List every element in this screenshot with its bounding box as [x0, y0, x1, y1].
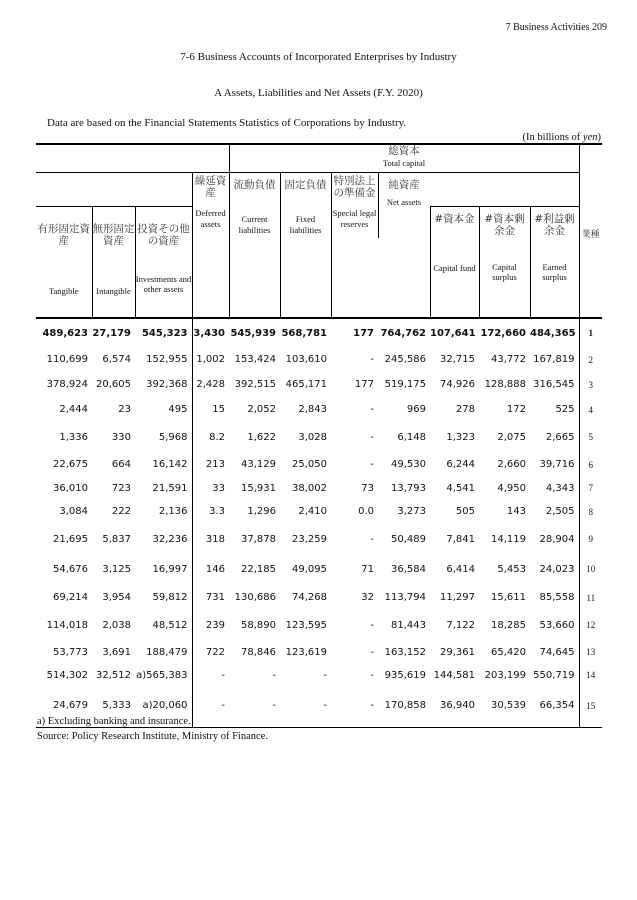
table-cell: 203,199 — [484, 669, 526, 681]
table-cell: 392,515 — [234, 379, 276, 390]
table-cell: 3,084 — [59, 506, 88, 517]
table-cell: a)20,060 — [135, 685, 192, 727]
table-cell: - — [370, 431, 374, 443]
table-cell: 8.2 — [192, 422, 229, 452]
table-cell: 568,781 — [281, 327, 327, 339]
table-cell: 123,595 — [285, 619, 327, 631]
table-cell: 74,926 — [440, 379, 475, 390]
table-row — [36, 499, 602, 524]
code-header — [579, 206, 602, 318]
industry-code: 13 — [579, 639, 602, 665]
table-cell: 36,940 — [430, 685, 479, 727]
table-cell: 24,023 — [539, 563, 575, 575]
table-cell: 764,762 — [380, 327, 426, 339]
table-cell: 128,888 — [484, 379, 526, 390]
table-row — [36, 397, 602, 422]
net-assets-sub-blank — [430, 172, 579, 206]
header-row-2 — [36, 172, 602, 206]
table-cell: 85,558 — [539, 592, 575, 603]
table-cell: - — [370, 646, 374, 658]
table-cell: 30,539 — [479, 685, 530, 727]
table-row — [36, 372, 602, 397]
current-liabilities-en — [229, 206, 280, 318]
table-cell: 2,052 — [247, 404, 276, 415]
table-cell: 16,997 — [152, 563, 188, 575]
table-cell: 3,954 — [102, 592, 131, 603]
table-cell: 1,002 — [192, 347, 229, 372]
fixed-en-text: Fixed liabilities — [289, 214, 322, 235]
table-cell: 32,715 — [440, 354, 475, 365]
table-row — [36, 477, 602, 499]
table-cell: - — [370, 354, 374, 365]
table-cell: 3,273 — [397, 506, 426, 517]
table-cell: - — [370, 669, 374, 681]
table-cell: 378,924 — [46, 379, 88, 390]
table-cell: 71 — [361, 563, 374, 575]
intangible-en: Intangible — [96, 285, 131, 296]
fixed-liabilities-jp — [280, 172, 331, 206]
table-cell: 465,171 — [285, 379, 327, 390]
table-cell: 722 — [192, 639, 229, 665]
table-cell: 0.0 — [358, 506, 374, 517]
table-cell: 1,622 — [247, 431, 276, 443]
table-cell: 2,660 — [497, 459, 526, 470]
table-cell: 723 — [111, 482, 131, 494]
table-cell: 177 — [354, 379, 374, 390]
table-cell: 153,424 — [234, 354, 276, 365]
header-blank-left — [36, 144, 229, 172]
table-cell: - — [370, 459, 374, 470]
deferred-assets-jp — [192, 172, 229, 206]
table-cell: 11,297 — [440, 592, 475, 603]
table-header — [36, 144, 602, 318]
table-cell: 177 — [353, 327, 374, 339]
table-cell: 519,175 — [384, 379, 426, 390]
industry-code: 10 — [579, 554, 602, 584]
current-en-text: Current liabilities — [238, 214, 271, 235]
table-cell: 545,939 — [230, 327, 276, 339]
table-cell: 38,002 — [292, 482, 327, 494]
special-en-text: Special legal reserves — [332, 208, 377, 229]
capital-surplus-jp: #資本剰余金 — [484, 212, 525, 238]
unit-suffix: ) — [597, 132, 601, 143]
table-cell: 33 — [192, 477, 229, 499]
table-cell: 23,259 — [292, 533, 327, 545]
table-row — [36, 347, 602, 372]
page-header: 7 Business Activities 209 — [505, 22, 607, 33]
table-row — [36, 639, 602, 665]
deferred-en-text: Deferred assets — [195, 208, 226, 229]
table-cell: 152,955 — [146, 354, 188, 365]
capital-surplus-en: Capital surplus — [492, 261, 517, 283]
table-cell: 525 — [555, 404, 575, 415]
table-cell: 74,268 — [292, 592, 327, 603]
current-liabilities-jp — [229, 172, 280, 206]
table-cell: 2,038 — [102, 619, 131, 631]
table-cell: 5,333 — [92, 685, 135, 727]
earned-surplus-en: Earned surplus — [542, 261, 567, 283]
table-cell: - — [370, 619, 374, 631]
table-cell: 170,858 — [378, 685, 430, 727]
table-cell: 110,699 — [46, 354, 88, 365]
deferred-jp-text: 繰延資産 — [194, 174, 227, 200]
table-cell: 5,453 — [497, 563, 526, 575]
table-cell: 172 — [506, 404, 526, 415]
table-cell: 39,716 — [539, 459, 575, 470]
industry-code: 7 — [579, 477, 602, 499]
table-cell: 278 — [455, 404, 475, 415]
special-reserves-jp — [331, 172, 378, 206]
table-row — [36, 318, 602, 347]
table-cell: 1,336 — [59, 431, 88, 443]
industry-code: 8 — [579, 499, 602, 524]
table-cell: 130,686 — [234, 592, 276, 603]
table-cell: 37,878 — [241, 533, 276, 545]
table-cell: 58,890 — [241, 619, 276, 631]
tangible-en: Tangible — [48, 285, 79, 296]
table-cell: 146 — [192, 554, 229, 584]
table-cell: 222 — [111, 506, 131, 517]
table-cell: 16,142 — [152, 459, 188, 470]
table-cell: 3.3 — [192, 499, 229, 524]
table-cell: 74,645 — [539, 646, 575, 658]
table-cell: 3,125 — [102, 563, 131, 575]
net-assets-en: Net assets — [386, 197, 422, 208]
table-cell: 36,010 — [53, 482, 88, 494]
table-row — [36, 524, 602, 554]
total-capital-en: Total capital — [382, 157, 426, 168]
industry-code: 12 — [579, 611, 602, 639]
header-row-3 — [36, 206, 602, 238]
table-cell: 27,179 — [92, 327, 131, 339]
table-row — [36, 422, 602, 452]
table-cell: 4,950 — [497, 482, 526, 494]
table-cell: 25,050 — [292, 459, 327, 470]
table-cell: 2,444 — [59, 404, 88, 415]
table-cell: 969 — [406, 404, 426, 415]
header-code-top — [579, 144, 602, 172]
table-cell: - — [323, 669, 327, 681]
table-row — [36, 584, 602, 611]
investments-jp: 投資その他の資産 — [137, 222, 190, 248]
table-cell: 15,611 — [491, 592, 526, 603]
table-cell: 545,323 — [141, 327, 188, 339]
table-cell: 24,679 — [36, 685, 92, 727]
table-cell: 188,479 — [146, 646, 188, 658]
table-cell: 65,420 — [491, 646, 526, 658]
table-cell: 43,129 — [241, 459, 276, 470]
table-cell: 48,512 — [152, 619, 188, 631]
table-cell: 29,361 — [440, 646, 475, 658]
table-subtitle: A Assets, Liabilities and Net Assets (F.Y. 2020) — [214, 87, 423, 99]
table-cell: - — [272, 669, 276, 681]
special-reserves-en — [331, 206, 378, 318]
table-cell: 21,591 — [152, 482, 188, 494]
tangible-header — [36, 206, 92, 318]
unit-currency: yen — [582, 132, 598, 143]
earned-surplus-header — [530, 206, 579, 318]
table-cell: 49,095 — [292, 563, 327, 575]
table-cell: 32 — [361, 592, 374, 603]
table-cell: 1,296 — [247, 506, 276, 517]
industry-code: 15 — [579, 685, 602, 727]
table-cell: 4,541 — [446, 482, 475, 494]
table-cell: 81,443 — [391, 619, 426, 631]
table-cell: 144,581 — [433, 669, 475, 681]
table-cell: 53,660 — [539, 619, 575, 631]
table-cell: 318 — [192, 524, 229, 554]
table-cell: 1,323 — [446, 431, 475, 443]
table-cell: 2,843 — [298, 404, 327, 415]
table-cell: 172,660 — [480, 327, 526, 339]
source-note: Source: Policy Research Institute, Ministry of Finance. — [37, 731, 268, 742]
table-cell: 6,574 — [102, 354, 131, 365]
table-cell: 54,676 — [53, 563, 88, 575]
table-cell: 22,185 — [241, 563, 276, 575]
table-cell: 53,773 — [53, 646, 88, 658]
table-cell: 330 — [111, 431, 131, 443]
table-row — [36, 452, 602, 477]
fixed-assets-group-header — [36, 172, 192, 206]
table-cell: - — [370, 533, 374, 545]
net-assets-header — [378, 172, 430, 238]
table-cell: 664 — [111, 459, 131, 470]
table-cell: 2,665 — [545, 431, 575, 443]
table-cell: 114,018 — [46, 619, 88, 631]
industry-code: 3 — [579, 372, 602, 397]
table-cell: 21,695 — [53, 533, 88, 545]
table-cell: 2,075 — [497, 431, 526, 443]
table-cell: 50,489 — [391, 533, 426, 545]
table-cell: 15,931 — [241, 482, 276, 494]
industry-code: 4 — [579, 397, 602, 422]
table-cell: 514,302 — [46, 669, 88, 681]
table-cell: 13,793 — [391, 482, 426, 494]
data-table — [36, 143, 602, 728]
industry-code: 6 — [579, 452, 602, 477]
table-cell: 245,586 — [384, 354, 426, 365]
table-cell: 167,819 — [533, 354, 575, 365]
code-jp: 業種 — [581, 230, 600, 240]
net-assets-jp: 純資産 — [388, 178, 420, 191]
table-cell: 392,368 — [146, 379, 188, 390]
table-body — [36, 318, 602, 727]
table-cell: 66,354 — [530, 685, 579, 727]
table-cell: 731 — [192, 584, 229, 611]
table-cell: 113,794 — [384, 592, 426, 603]
table-cell: 2,136 — [158, 506, 188, 517]
table-cell: - — [192, 685, 229, 727]
total-capital-header — [229, 144, 579, 172]
fixed-liabilities-en — [280, 206, 331, 318]
capital-fund-jp: #資本金 — [434, 212, 475, 225]
unit-prefix: (In billions of — [522, 132, 583, 143]
table-cell: 107,641 — [430, 327, 476, 339]
capital-fund-en: Capital fund — [433, 263, 476, 274]
table-cell: 123,619 — [285, 646, 327, 658]
table-cell: 2,505 — [545, 506, 575, 517]
table-cell: 3,430 — [192, 318, 229, 347]
header-code-mid — [579, 172, 602, 206]
table-cell: 7,122 — [446, 619, 475, 631]
table-cell: - — [280, 685, 331, 727]
table-cell: 59,812 — [152, 592, 188, 603]
table-cell: 935,619 — [384, 669, 426, 681]
table-cell: 32,236 — [152, 533, 188, 545]
investments-header — [135, 206, 192, 318]
table-cell: 239 — [192, 611, 229, 639]
table-cell: 14,119 — [491, 533, 526, 545]
table-cell: 489,623 — [42, 327, 88, 339]
industry-code: 9 — [579, 524, 602, 554]
industry-code: 1 — [579, 318, 602, 347]
footnote-a: a) Excluding banking and insurance. — [37, 716, 191, 727]
table-cell: 3,028 — [298, 431, 327, 443]
table-cell: 43,772 — [491, 354, 526, 365]
table-cell: - — [370, 404, 374, 415]
table-cell: 2,428 — [192, 372, 229, 397]
industry-code: 14 — [579, 665, 602, 685]
table-cell: 213 — [192, 452, 229, 477]
tangible-jp: 有形固定資産 — [37, 222, 90, 248]
table-cell: - — [331, 685, 378, 727]
capital-fund-header — [430, 206, 479, 318]
table-cell: 484,365 — [530, 327, 576, 339]
table-cell: 4,343 — [545, 482, 575, 494]
deferred-assets-en — [192, 206, 229, 318]
capital-surplus-header — [479, 206, 530, 318]
table-cell: 5,968 — [158, 431, 188, 443]
table-cell: 15 — [192, 397, 229, 422]
table-cell: - — [192, 665, 229, 685]
table-cell: 6,244 — [446, 459, 475, 470]
table-row — [36, 611, 602, 639]
earned-surplus-jp: #利益剰余金 — [534, 212, 575, 238]
table-cell: 22,675 — [53, 459, 88, 470]
table-row — [36, 665, 602, 685]
table-cell: 32,512 — [96, 669, 131, 681]
total-capital-jp: 総資本 — [388, 145, 420, 157]
table-cell: 505 — [455, 506, 475, 517]
table-cell: 103,610 — [285, 354, 327, 365]
table-cell: 28,904 — [539, 533, 575, 545]
table-title: 7-6 Business Accounts of Incorporated Enterprises by Industry — [180, 51, 457, 63]
table-cell: 23 — [118, 404, 131, 415]
table-cell: 495 — [168, 404, 188, 415]
table-cell: a)565,383 — [136, 669, 188, 681]
industry-code: 11 — [579, 584, 602, 611]
industry-code: 2 — [579, 347, 602, 372]
table-cell: 5,837 — [102, 533, 131, 545]
table-cell: 7,841 — [446, 533, 475, 545]
table-cell: 69,214 — [53, 592, 88, 603]
table-cell: 78,846 — [241, 646, 276, 658]
table-cell: 163,152 — [384, 646, 426, 658]
table-cell: 3,691 — [102, 646, 131, 658]
table-cell: 6,148 — [397, 431, 426, 443]
table-cell: 49,530 — [391, 459, 426, 470]
table-cell: 316,545 — [533, 379, 575, 390]
intangible-jp: 無形固定資産 — [92, 222, 135, 248]
data-source-note: Data are based on the Financial Statements Statistics of Corporations by Industry. — [47, 117, 407, 129]
current-jp-text: 流動負債 — [233, 178, 276, 191]
unit-label — [523, 132, 601, 143]
intangible-header — [92, 206, 135, 318]
table-cell: 20,605 — [96, 379, 131, 390]
table-cell: 550,719 — [533, 669, 575, 681]
special-jp-text: 特別法上の準備金 — [333, 174, 376, 200]
table-cell: 73 — [361, 482, 374, 494]
table-cell: 6,414 — [446, 563, 475, 575]
fixed-jp-text: 固定負債 — [284, 178, 327, 191]
table-cell: - — [229, 685, 280, 727]
investments-en: Investments and other assets — [135, 273, 192, 295]
table-cell: 36,584 — [391, 563, 426, 575]
header-row-1 — [36, 144, 602, 172]
table-cell: 18,285 — [491, 619, 526, 631]
table-row — [36, 554, 602, 584]
table-cell: 143 — [506, 506, 526, 517]
table-cell: 2,410 — [298, 506, 327, 517]
industry-code: 5 — [579, 422, 602, 452]
